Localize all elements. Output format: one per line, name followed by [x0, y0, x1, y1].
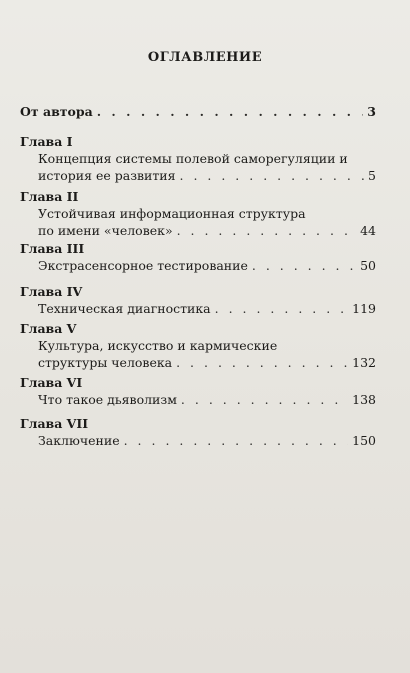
entry-text: Что такое дьяволизм: [38, 392, 177, 407]
leader-dots: [176, 354, 348, 371]
chapter-label: Глава II: [20, 189, 79, 204]
toc-entry-chapter-6: [20, 374, 376, 408]
page-number: 119: [352, 301, 376, 316]
entry-text: структуры человека: [38, 355, 173, 370]
page-number: 50: [360, 258, 376, 273]
toc-entry-author: [20, 103, 376, 120]
toc-line: [38, 354, 376, 371]
entry-text: история ее развития: [38, 168, 176, 183]
entry-text: Заключение: [38, 433, 120, 448]
chapter-label: Глава VII: [20, 416, 89, 431]
leader-dots: [177, 222, 357, 239]
toc-entry-chapter-2: [20, 188, 376, 239]
entry-text: Техническая диагностика: [38, 301, 211, 316]
chapter-label: Глава III: [20, 241, 85, 256]
toc-entry-chapter-1: [20, 133, 376, 184]
chapter-label: Глава VI: [20, 375, 83, 390]
chapter-label: Глава IV: [20, 284, 83, 299]
entry-text: Концепция системы полевой саморегуляции и: [38, 151, 348, 166]
chapter-label: Глава I: [20, 134, 73, 149]
entry-text: Культура, искусство и кармические: [38, 338, 278, 353]
leader-dots: [180, 167, 365, 184]
toc-entry-chapter-5: [20, 320, 376, 371]
entry-text: Устойчивая информационная структура: [38, 206, 306, 221]
page-number: 138: [352, 392, 376, 407]
entry-text: по имени «человек»: [38, 223, 173, 238]
toc-entry-chapter-7: [20, 415, 376, 449]
leader-dots: [124, 432, 349, 449]
toc-line: [38, 222, 376, 239]
page-number: 150: [352, 433, 376, 448]
entry-text: Экстрасенсорное тестирование: [38, 258, 248, 273]
leader-dots: [181, 391, 348, 408]
toc-line: [38, 167, 376, 184]
toc-entry-chapter-4: [20, 283, 376, 317]
toc-entry-chapter-3: [20, 240, 376, 274]
page-number: 5: [368, 168, 376, 183]
page-number: 44: [360, 223, 376, 238]
toc-line: [38, 300, 376, 317]
toc-line: [38, 257, 376, 274]
leader-dots: [97, 103, 364, 120]
chapter-label: Глава V: [20, 321, 77, 336]
entry-text: От автора: [20, 104, 93, 119]
page-number: 3: [367, 104, 376, 119]
page-number: 132: [352, 355, 376, 370]
page-title: ОГЛАВЛЕНИЕ: [147, 50, 263, 65]
leader-dots: [215, 300, 349, 317]
toc-line: [38, 432, 376, 449]
toc-line: [20, 103, 376, 120]
leader-dots: [252, 257, 356, 274]
toc-line: [38, 391, 376, 408]
